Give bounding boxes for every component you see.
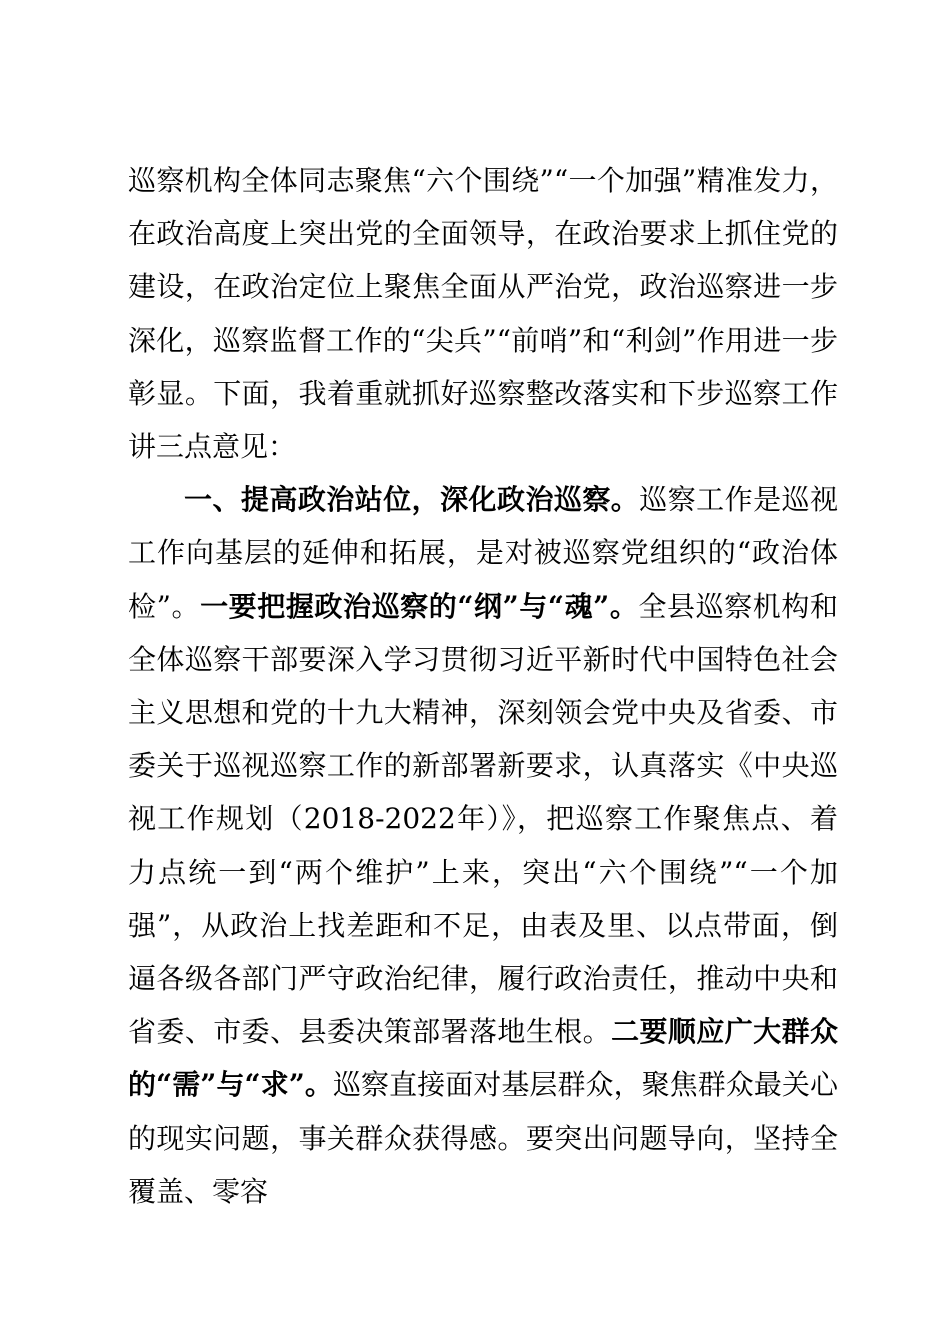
subheading-two-text: 巡察直接面对基层群众，聚焦群众最关心的现实问题，事关群众获得感。要突出问题导向，坚持全覆盖、零容: [128, 1068, 838, 1208]
section-heading: 一、提高政治站位，深化政治巡察。: [184, 483, 640, 517]
subheading-one-text: 全县巡察机构和全体巡察干部要深入学习贯彻习近平新时代中国特色社会主义思想和党的十九大精神，深刻领会党中央及省委、市委关于巡视巡察工作的新部署新要求，认真落实《中央巡视工作规划（2018-2022年）》，把巡察工作聚焦点、着力点统一到“两个维护”上来，突出“六个围绕”“一个加强”，从政治上找差距和不足，由表及里、以点带面，倒逼各级各部门严守政治纪律，履行政治责任，推动中央和省委、市委、县委决策部署落地生根。: [128, 589, 838, 1049]
document-body: [128, 154, 838, 1218]
subheading-one: 一要把握政治巡察的“纲”与“魂”。: [200, 589, 639, 623]
subheading-two: 二要顺应广大群众的“需”与“求”。: [128, 1015, 838, 1102]
paragraph-intro-text: 巡察机构全体同志聚焦“六个围绕”“一个加强”精准发力，在政治高度上突出党的全面领导，在政治要求上抓住党的建设，在政治定位上聚焦全面从严治党，政治巡察进一步深化，巡察监督工作的“尖兵”“前哨”和“利剑”作用进一步彰显。下面，我着重就抓好巡察整改落实和下步巡察工作讲三点意见：: [128, 164, 838, 464]
section-text: 巡察工作是巡视工作向基层的延伸和拓展，是对被巡察党组织的“政治体检”。: [128, 483, 838, 623]
paragraph-intro: [128, 154, 838, 473]
paragraph-section-one: [128, 473, 838, 1218]
